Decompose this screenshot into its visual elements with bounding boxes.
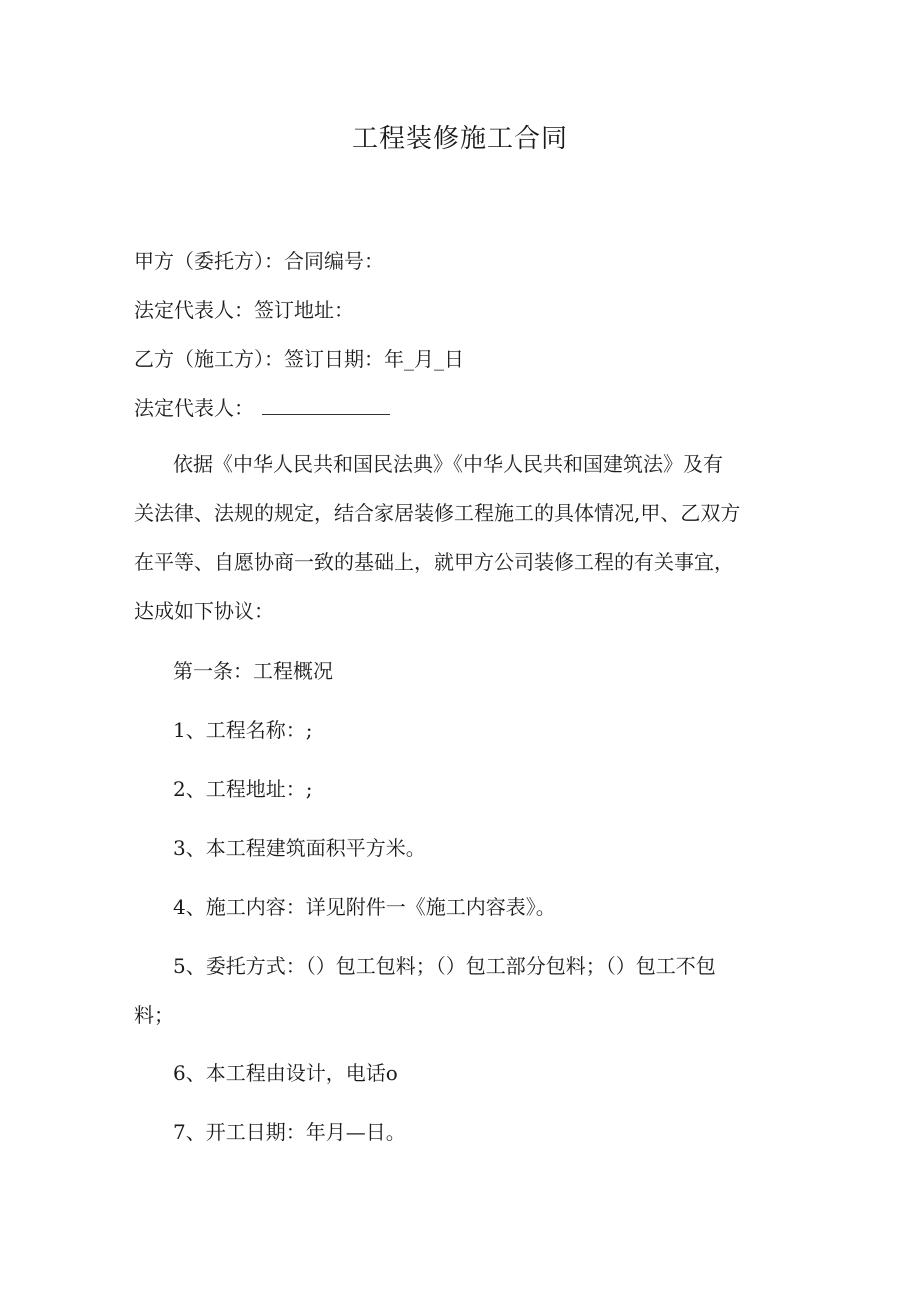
intro-paragraph [134, 440, 794, 636]
item-designer: 6、本工程由设计，电话o [173, 1061, 398, 1085]
item-entrustment-method: 5、委托方式：（）包工包料；（）包工部分包料；（）包工不包 [173, 954, 716, 978]
intro-row: 达成如下协议： [134, 599, 274, 623]
party-a-representative-line: 法定代表人：签订地址： [134, 298, 354, 322]
party-b-line: 乙方（施工方）：签订日期：年_月_日 [134, 347, 464, 371]
signature-blank-line [262, 398, 390, 415]
intro-row: 在平等、自愿协商一致的基础上，就甲方公司装修工程的有关事宜， [134, 550, 734, 574]
item-building-area: 3、本工程建筑面积平方米。 [173, 836, 426, 860]
item-construction-content: 4、施工内容：详见附件一《施工内容表》。 [173, 895, 556, 919]
party-b-representative-label: 法定代表人： [134, 396, 254, 420]
party-a-line: 甲方（委托方）：合同编号： [134, 249, 384, 273]
item-project-name: 1、工程名称：; [173, 718, 313, 742]
item-entrustment-method-continuation: 料； [134, 1003, 174, 1027]
section-heading: 第一条：工程概况 [173, 659, 333, 683]
intro-row: 依据《中华人民共和国民法典》《中华人民共和国建筑法》及有 [173, 452, 723, 476]
item-project-address: 2、工程地址：; [173, 777, 313, 801]
item-start-date: 7、开工日期：年月—日。 [173, 1120, 406, 1144]
document-title: 工程装修施工合同 [351, 124, 568, 154]
party-b-representative-line [134, 392, 390, 421]
intro-row: 关法律、法规的规定，结合家居装修工程施工的具体情况,甲、乙双方 [134, 501, 741, 525]
